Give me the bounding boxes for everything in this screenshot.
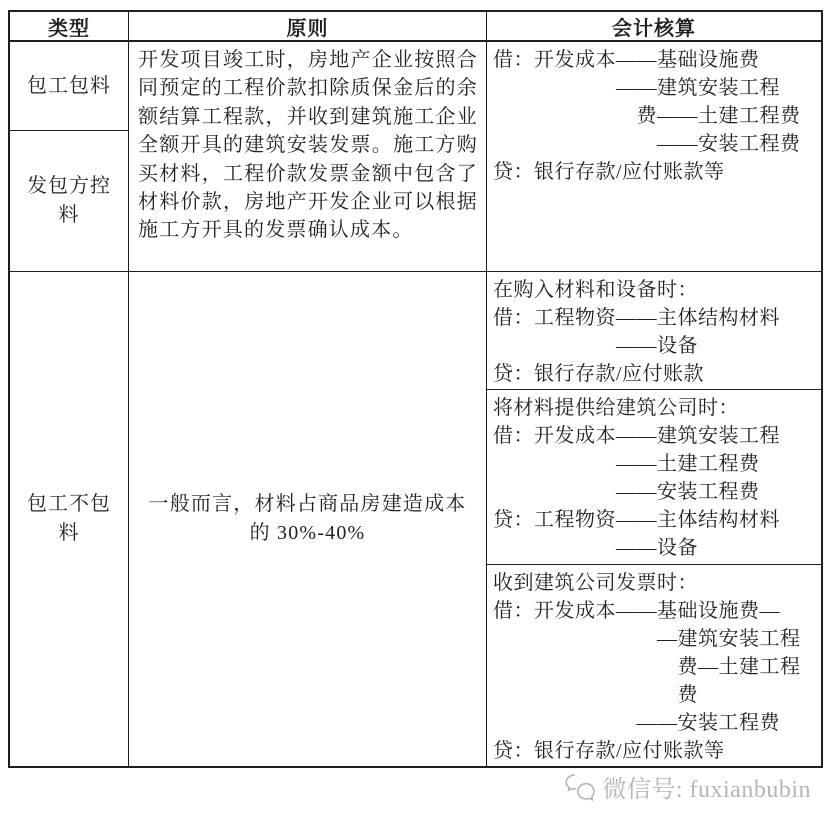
- journal-line: —建筑安装工程: [493, 628, 801, 650]
- accounting-section-purchase-materials: [487, 272, 821, 390]
- table-row-contracted: [10, 42, 821, 272]
- journal-line: 贷：工程物资——主体结构材料: [493, 509, 780, 531]
- journal-line: 费: [493, 684, 698, 706]
- accounting-cell-row1: [487, 42, 821, 271]
- header-type: 类型: [10, 12, 129, 40]
- journal-line: 贷：银行存款/应付账款: [493, 363, 705, 385]
- header-principle: 原则: [129, 12, 487, 40]
- journal-line: 借：开发成本——建筑安装工程: [493, 425, 780, 447]
- journal-line: ——土建工程费: [493, 453, 760, 475]
- table-row-labor-only: [10, 272, 821, 766]
- principle-cell-row2: [129, 272, 487, 766]
- type-cell-labor-without-materials: 包工不包料: [10, 272, 129, 766]
- principle-line-1: 一般而言，材料占商品房建造成本: [148, 493, 467, 515]
- journal-line: 在购入材料和设备时：: [493, 279, 698, 301]
- principle-line-2: 的 30%-40%: [249, 522, 366, 544]
- journal-line: 收到建筑公司发票时：: [493, 572, 698, 594]
- journal-line: ——安装工程费: [493, 712, 780, 734]
- journal-line: 借：开发成本——基础设施费: [493, 49, 760, 71]
- journal-line: ——设备: [493, 335, 698, 357]
- type-column-row1: [10, 42, 129, 271]
- principle-cell-row1: 开发项目竣工时，房地产企业按照合同预定的工程价款扣除质保金后的余额结算工程款，并收到建筑施工企业全额开具的建筑安装发票。施工方购买材料，工程价款发票金额中包含了材料价款，房地产开发企业可以根据施工方开具的发票确认成本。: [129, 42, 487, 271]
- journal-line: ——建筑安装工程: [493, 77, 780, 99]
- type-cell-owner-controlled-materials: 发包方控料: [27, 175, 111, 226]
- journal-line: 贷：银行存款/应付账款等: [493, 161, 725, 183]
- journal-line: 贷：银行存款/应付账款等: [493, 740, 725, 762]
- journal-line: 将材料提供给建筑公司时：: [493, 397, 739, 419]
- type-cell-labor-and-materials: 包工包料: [10, 42, 128, 131]
- journal-line: 借：工程物资——主体结构材料: [493, 307, 780, 329]
- table-header-row: [10, 12, 821, 42]
- accounting-column-row2: [487, 272, 821, 766]
- journal-line: 费——土建工程费: [493, 105, 801, 127]
- journal-line: ——安装工程费: [493, 133, 801, 155]
- watermark-text: 微信号: fuxianbubin: [602, 777, 811, 803]
- journal-line: ——安装工程费: [493, 481, 760, 503]
- watermark: [563, 769, 811, 804]
- header-accounting: 会计核算: [612, 17, 696, 40]
- journal-line: 借：开发成本——基础设施费—: [493, 600, 780, 622]
- accounting-section-provide-materials: [487, 390, 821, 565]
- accounting-section-receive-invoice: [487, 565, 821, 766]
- accounting-table: [8, 10, 823, 768]
- wechat-icon: [563, 772, 597, 802]
- journal-line: 费—土建工程: [493, 656, 801, 678]
- journal-line: ——设备: [493, 537, 698, 559]
